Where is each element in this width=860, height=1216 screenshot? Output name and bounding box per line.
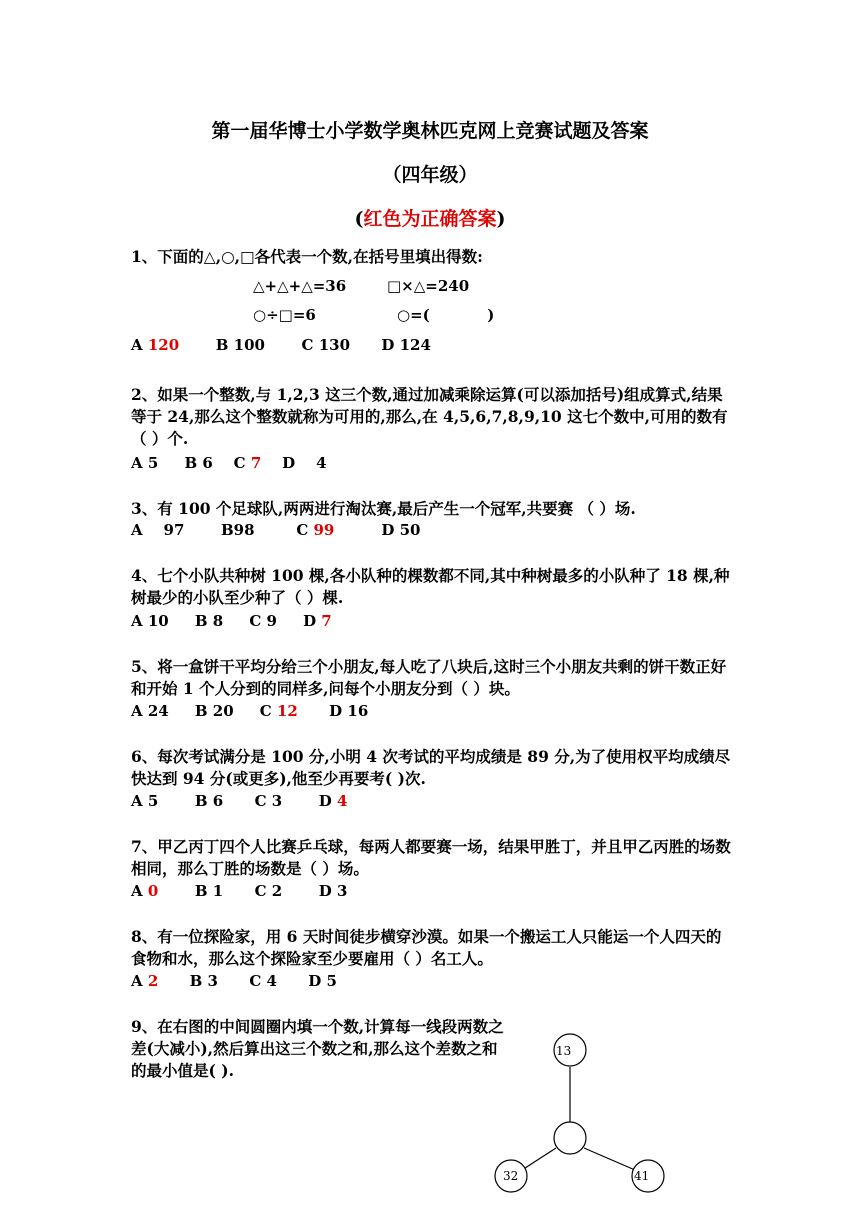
option: C 9 — [249, 612, 277, 630]
option: D — [303, 612, 322, 630]
answer-option: 0 — [147, 882, 159, 900]
question-1-text: 1、下面的△,○,□各代表一个数,在括号里填出得数: — [131, 247, 483, 266]
question-8-text: 8、有一位探险家，用 6 天时间徒步横穿沙漠。如果一个搬运工人只能运一个人四天的食物和水，那么这个探险家至少要雇用（ ）名工人。 — [131, 927, 722, 968]
node-right-label: 41 — [634, 1169, 650, 1183]
question-6-text: 6、每次考试满分是 100 分,小明 4 次考试的平均成绩是 89 分,为了使用权平均成绩尽快达到 94 分(或更多),他至少再要考( )次. — [131, 747, 731, 788]
option: A — [131, 972, 148, 990]
answer-option: 4 — [336, 792, 348, 810]
option: A — [131, 882, 148, 900]
option: D 3 — [318, 882, 348, 900]
note-open-paren: ( — [354, 208, 364, 230]
answer-option: 7 — [321, 612, 332, 630]
option: D 16 — [329, 702, 369, 720]
option: B 20 — [194, 702, 234, 720]
equation-4: ○=( ) — [397, 306, 495, 324]
option: C 130 — [301, 336, 351, 354]
option: B 100 — [215, 336, 265, 354]
option: D — [318, 792, 337, 810]
grade-subtitle: （四年级） — [382, 164, 478, 186]
option: A 10 — [131, 612, 169, 630]
option: B 1 — [194, 882, 224, 900]
option: C — [233, 454, 251, 472]
node-center — [554, 1122, 586, 1154]
node-top-label: 13 — [556, 1044, 572, 1058]
question-3-text: 3、有 100 个足球队,两两进行淘汰赛,最后产生一个冠军,共要赛 （ ）场. — [131, 499, 636, 518]
edge-left — [522, 1148, 556, 1170]
question-5-text: 5、将一盒饼干平均分给三个小朋友,每人吃了八块后,这时三个小朋友共剩的饼干数正好和开始 1 个人分到的同样多,问每个小朋友分到（ ）块。 — [131, 657, 727, 698]
option: B 8 — [194, 612, 224, 630]
option: C — [296, 521, 314, 539]
option: C 4 — [249, 972, 277, 990]
option: C — [259, 702, 277, 720]
question-9-text: 9、在右图的中间圆圈内填一个数,计算每一线段两数之差(大减小),然后算出这三个数之和,那么这个差数之和的最小值是( ). — [131, 1017, 504, 1080]
option: B 6 — [194, 792, 224, 810]
option: B 3 — [189, 972, 218, 990]
answer-option: 12 — [276, 702, 298, 720]
option: A 24 — [131, 702, 169, 720]
option: D 5 — [308, 972, 337, 990]
option: D 50 — [381, 521, 421, 539]
equation-2: □×△=240 — [387, 277, 470, 295]
option: A 5 — [131, 792, 159, 810]
answer-option: 120 — [147, 336, 180, 354]
option: D 124 — [381, 336, 431, 354]
page-title: 第一届华博士小学数学奥林匹克网上竞赛试题及答案 — [211, 120, 649, 142]
answer-option: 2 — [147, 972, 159, 990]
option: A 97 — [131, 521, 185, 539]
note-close-paren: ) — [496, 208, 506, 230]
question-7-text: 7、甲乙丙丁四个人比赛乒乓球，每两人都要赛一场，结果甲胜丁，并且甲乙丙胜的场数相同，那么丁胜的场数是（ ）场。 — [131, 837, 731, 878]
answer-option: 99 — [313, 521, 335, 539]
option: A — [131, 336, 148, 354]
question-4-text: 4、七个小队共种树 100 棵,各小队种的棵数都不同,其中种树最多的小队种了 18 棵,种树最少的小队至少种了（ ）棵. — [131, 566, 730, 607]
equation-3: ○÷□=6 — [253, 306, 316, 324]
answer-option: 7 — [250, 454, 262, 472]
option: D 4 — [282, 454, 327, 472]
question-2-text: 2、如果一个整数,与 1,2,3 这三个数,通过加减乘除运算(可以添加括号)组成算式,结果等于 24,那么这个整数就称为可用的,那么,在 4,5,6,7,8,9,10 这七个数中,可用的数有（ ）个. — [131, 385, 728, 448]
option: C 2 — [254, 882, 283, 900]
edge-right — [584, 1148, 635, 1170]
option: A 5 — [131, 454, 159, 472]
option: B 6 — [184, 454, 213, 472]
option: C 3 — [254, 792, 283, 810]
node-left-label: 32 — [503, 1169, 519, 1183]
option: B98 — [220, 521, 255, 539]
equation-1: △+△+△=36 — [253, 277, 347, 295]
note-text: 红色为正确答案 — [363, 208, 497, 230]
